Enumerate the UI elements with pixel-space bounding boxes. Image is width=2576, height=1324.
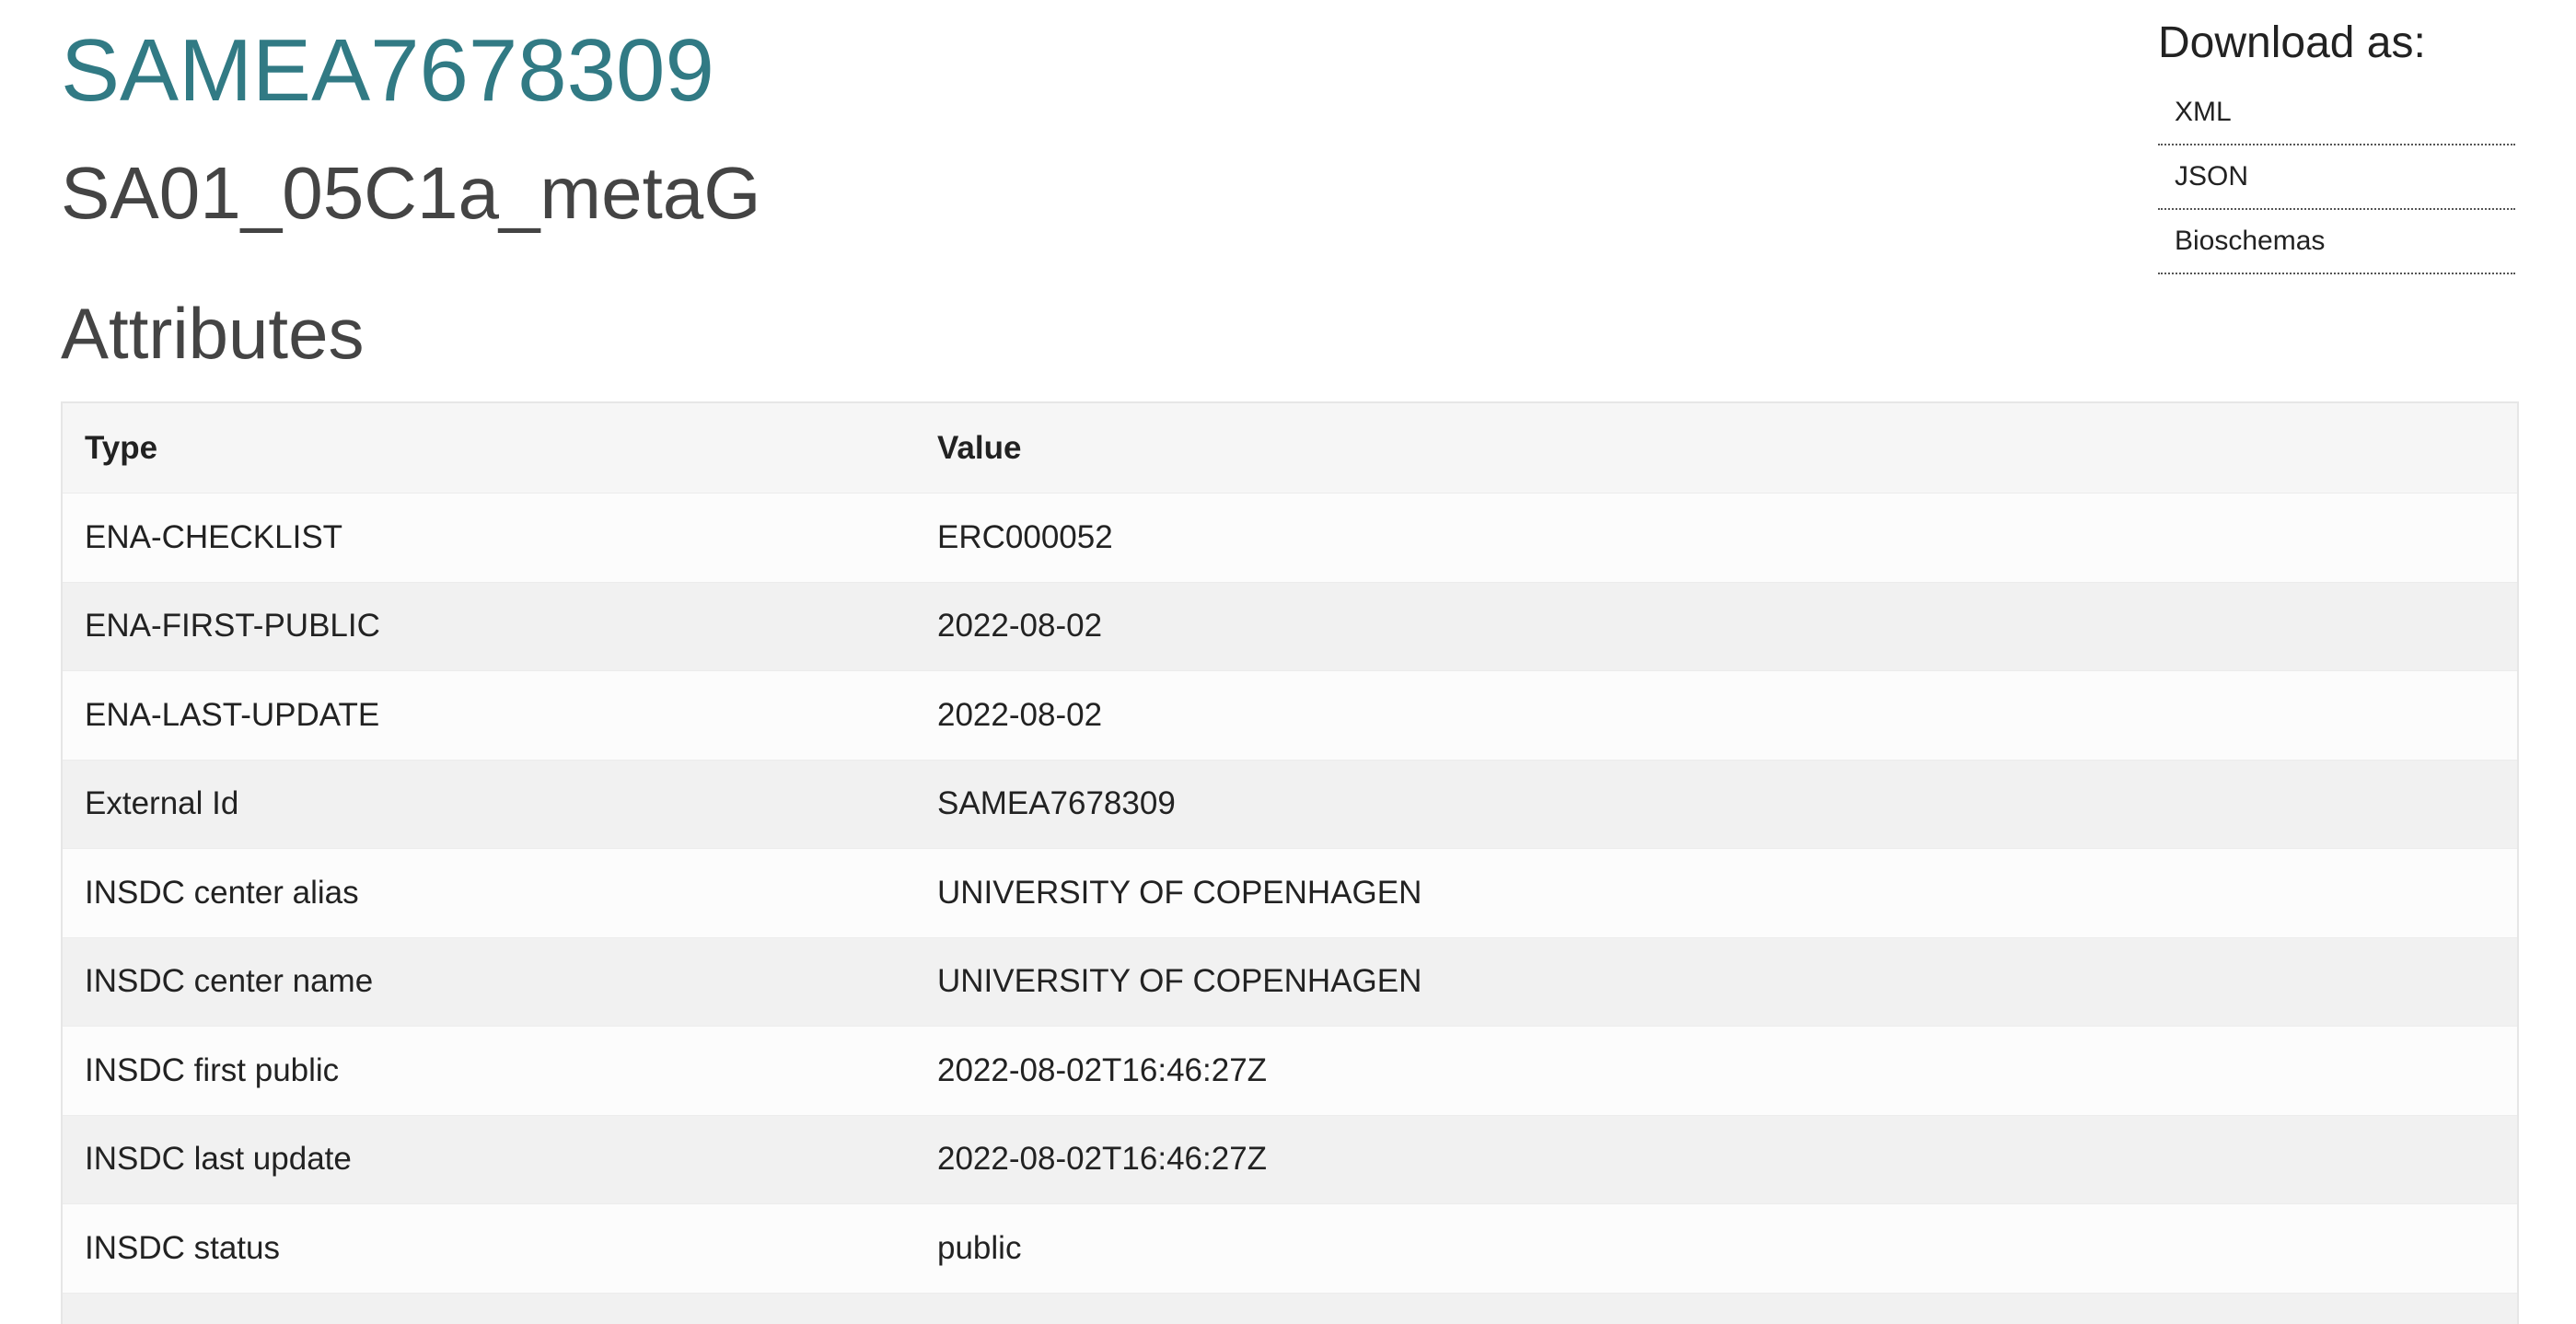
attribute-type-cut-off (63, 1293, 915, 1324)
attribute-type: INSDC status (63, 1204, 915, 1294)
table-row (63, 760, 2517, 849)
attribute-type: ENA-LAST-UPDATE (63, 671, 915, 761)
table-row (63, 1027, 2517, 1116)
table-row (63, 1115, 2517, 1204)
attribute-type: External Id (63, 760, 915, 849)
sample-name: SA01_05C1a_metaG (61, 152, 761, 234)
attribute-value: UNIVERSITY OF COPENHAGEN (915, 849, 2517, 938)
attribute-value: 2022-08-02 (915, 582, 2517, 671)
attribute-value: UNIVERSITY OF COPENHAGEN (915, 937, 2517, 1027)
download-title: Download as: (2158, 18, 2426, 67)
attribute-value: 2022-08-02T16:46:27Z (915, 1115, 2517, 1204)
attribute-type: INSDC center name (63, 937, 915, 1027)
table-row (63, 582, 2517, 671)
table-header-row (63, 403, 2517, 494)
attribute-type: INSDC first public (63, 1027, 915, 1116)
download-xml-link[interactable]: XML (2158, 81, 2515, 145)
attribute-type: ENA-FIRST-PUBLIC (63, 582, 915, 671)
attribute-value: 2022-08-02 (915, 671, 2517, 761)
attributes-heading: Attributes (61, 293, 365, 374)
column-header-value: Value (915, 403, 2517, 494)
sample-accession-title: SAMEA7678309 (61, 21, 714, 120)
download-json-link[interactable]: JSON (2158, 145, 2515, 210)
attribute-value: 2022-08-02T16:46:27Z (915, 1027, 2517, 1116)
download-panel (2158, 17, 2515, 274)
table-row (63, 849, 2517, 938)
table-row (63, 671, 2517, 761)
column-header-type: Type (63, 403, 915, 494)
attribute-type: INSDC last update (63, 1115, 915, 1204)
download-bioschemas-link[interactable]: Bioschemas (2158, 210, 2515, 274)
attribute-value: public (915, 1204, 2517, 1294)
attributes-table-container (61, 401, 2519, 1324)
attribute-value-cut-off (915, 1293, 2517, 1324)
attributes-table (63, 403, 2517, 1324)
attribute-type: ENA-CHECKLIST (63, 494, 915, 583)
download-list (2158, 81, 2515, 274)
table-row (63, 937, 2517, 1027)
attribute-value: ERC000052 (915, 494, 2517, 583)
table-row (63, 1293, 2517, 1324)
table-row (63, 1204, 2517, 1294)
table-row (63, 494, 2517, 583)
attribute-type: INSDC center alias (63, 849, 915, 938)
attribute-value: SAMEA7678309 (915, 760, 2517, 849)
